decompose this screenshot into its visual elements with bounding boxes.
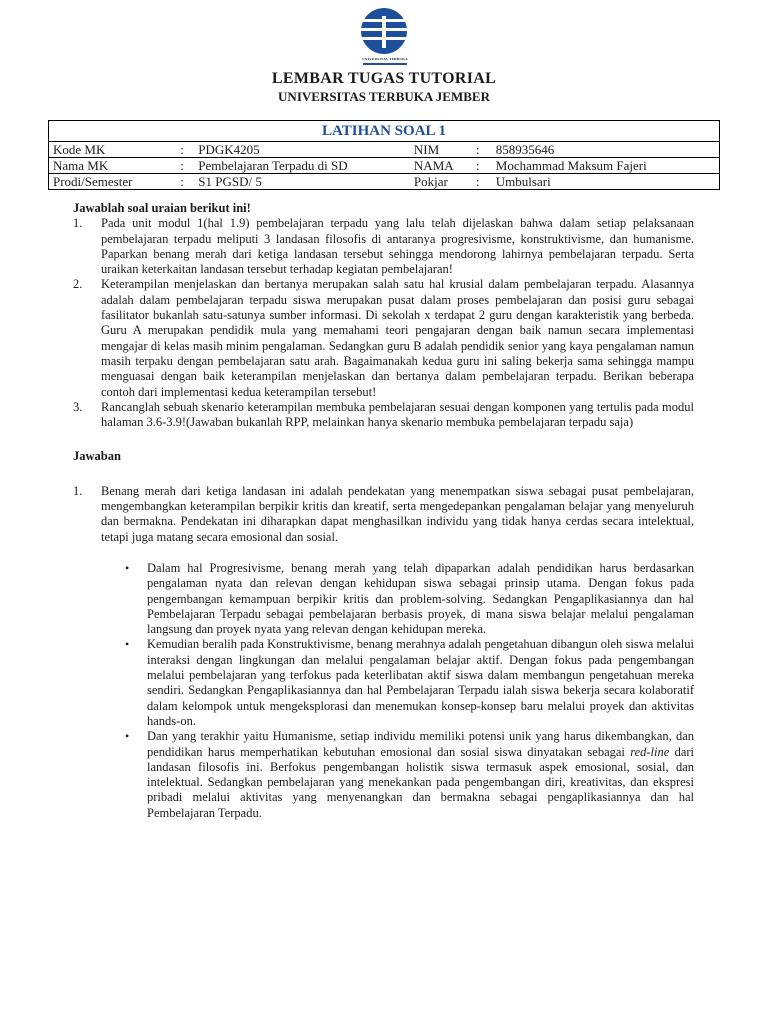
point-text-before: Dan yang terakhir yaitu Humanisme, setiap individu memiliki potensi unik yang harus dikembangkan, dan pendidikan harus memperhatikan kebutuhan emosional dan sosial siswa dinyatakan sebagai (147, 729, 694, 759)
info-sep: : (176, 142, 194, 158)
question-text: Keterampilan menjelaskan dan bertanya merupakan salah satu hal krusial dalam pembelajaran terpadu. Alasannya adalah dalam pembelajaran terpadu siswa merupakan pusat dalam proses pembelajaran dan posisi guru sebagai fasilitator bukanlah satu-satunya sumber informasi. Di sekolah x terdapat 2 guru dengan karakteristik yang berbeda. Guru A merupakan pendidik mula yang memahami teori pengajaran dengan baik namun secara implementasi mengajar di kelas masih minim pengalaman. Sedangkan guru B adalah pendidik senior yang kaya pengalaman namun masih terpaku dengan pembelajaran satu arah. Bagaimanakah kedua guru ini saling bekerja sama sehingga mampu menguasai dengan baik keterampilan menjelaskan dan bertanya dalam pembelajaran terpadu. Berikan beberapa contoh dari implementasi kedua keterampilan tersebut! (101, 277, 694, 399)
info-label: NIM (410, 142, 472, 158)
info-table-title-row (49, 121, 720, 142)
answer-number: 1. (73, 483, 83, 498)
question-text: Pada unit modul 1(hal 1.9) pembelajaran terpadu yang lalu telah dijelaskan bahwa dalam setiap pelaksanaan pembelajaran terpadu meliputi 3 landasan filosofis di antaranya progresivisme, konstruktivisme, dan humanisme. Paparkan benang merah dari ketiga landasan tersebut sehingga mendorong lahirnya pembelajaran terpadu. Serta uraikan keterkaitan landasan tersebut terhadap kegiatan pembelajaran! (101, 216, 694, 277)
question-number: 3. (73, 399, 83, 414)
logo-caption: UNIVERSITAS TERBUKA (362, 57, 408, 61)
answer-item (73, 484, 694, 821)
question-item (73, 277, 694, 399)
logo-underline (363, 63, 407, 65)
answer-heading: Jawaban (73, 449, 121, 464)
instruction-text: Jawablah soal uraian berikut ini! (73, 201, 251, 215)
answer-point (101, 561, 694, 637)
info-value: PDGK4205 (194, 142, 410, 158)
point-text: Dalam hal Progresivisme, benang merah yang telah dipaparkan adalah pendidikan harus berdasarkan pengalaman nyata dan relevan dengan kehidupan siswa sebagai prinsip utama. Dengan fokus pada pengembangan kemampuan berpikir kritis dan problem-solving. Sedangkan Pengaplikasiannya dan hal Pembelajaran Terpadu sebagai pembelajaran berbasis proyek, di mana siswa belajar melalui pengalaman langsung dan proyek nyata yang relevan dengan kehidupan mereka. (147, 560, 694, 637)
info-label: Prodi/Semester (49, 174, 177, 190)
point-text-after: dari landasan filosofis ini. Berfokus pengembangan holistik siswa termasuk aspek emosional, sosial, dan intelektual. Sedangkan pembelajaran yang menekankan pada pengembangan diri, kreativitas, dan ekspresi pribadi melalui aktivitas yang menyenangkan dan bermakna sebagai pengaplikasiannya dan hal Pembelajaran Terpadu. (147, 744, 695, 820)
section-title: LATIHAN SOAL 1 (49, 121, 720, 142)
logo-emblem (361, 8, 407, 54)
info-value: Pembelajaran Terpadu di SD (194, 158, 410, 174)
answer-list (73, 484, 694, 821)
info-value: S1 PGSD/ 5 (194, 174, 410, 190)
answer-text: Benang merah dari ketiga landasan ini adalah pendekatan yang menempatkan siswa sebagai pusat pembelajaran, mengembangkan keterampilan berpikir kritis dan kreatif, serta mengedepankan pengalaman belajar yang menyeluruh dan bermakna. Pendekatan ini diharapkan dapat menghasilkan individu yang tidak hanya cerdas secara intelektual, tetapi juga matang secara emosional dan sosial. (101, 483, 694, 544)
info-table (48, 120, 720, 190)
info-label: Pokjar (410, 174, 472, 190)
info-label: Kode MK (49, 142, 177, 158)
question-number: 2. (73, 277, 83, 292)
info-label: NAMA (410, 158, 472, 174)
info-row-kode (49, 142, 720, 158)
point-emphasis: red-line (630, 744, 670, 759)
question-item (73, 216, 694, 277)
question-text: Rancanglah sebuah skenario keterampilan membuka pembelajaran sesuai dengan komponen yang tertulis pada modul halaman 3.6-3.9!(Jawaban bukanlah RPP, melainkan hanya skenario membuka pembelajaran terpadu saja) (101, 399, 694, 430)
bullet-icon: • (125, 637, 130, 652)
ut-logo-icon (357, 8, 413, 68)
point-text: Kemudian beralih pada Konstruktivisme, benang merahnya adalah pengetahuan dibangun oleh siswa melalui interaksi dengan lingkungan dan melalui pengalaman belajar aktif. Dengan fokus pada pengembangan melalui pembelajaran yang terfokus pada keterlibatan aktif siswa dalam membangun pengetahuan mereka sendiri. Sedangkan Pengaplikasiannya dan hal Pembelajaran Terpadu ialah siswa bekerja secara kolaboratif dalam kelompok untuk mengeksplorasi dan menemukan konsep-konsep baru melalui proyek dan aktivitas hands-on. (147, 637, 694, 728)
info-sep: : (472, 158, 492, 174)
page-title: LEMBAR TUGAS TUTORIAL (271, 70, 497, 87)
info-sep: : (472, 174, 492, 190)
page-subtitle: UNIVERSITAS TERBUKA JEMBER (278, 89, 490, 104)
info-row-nama (49, 158, 720, 174)
info-value: 858935646 (492, 142, 720, 158)
bullet-icon: • (125, 729, 130, 744)
info-sep: : (176, 158, 194, 174)
answer-points (101, 561, 694, 821)
question-item (73, 400, 694, 431)
info-value: Umbulsari (492, 174, 720, 190)
document-body (73, 201, 694, 821)
info-sep: : (176, 174, 194, 190)
info-value: Mochammad Maksum Fajeri (492, 158, 720, 174)
answer-point (101, 637, 694, 729)
info-label: Nama MK (49, 158, 177, 174)
question-number: 1. (73, 216, 83, 231)
question-list (73, 216, 694, 430)
answer-point (101, 729, 694, 821)
bullet-icon: • (125, 560, 130, 575)
info-sep: : (472, 142, 492, 158)
info-row-prodi (49, 174, 720, 190)
